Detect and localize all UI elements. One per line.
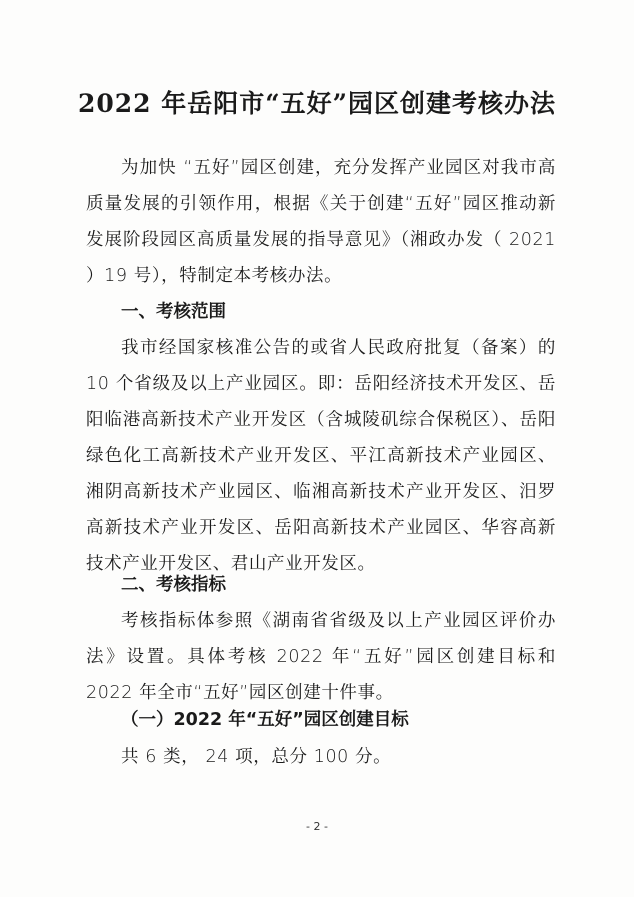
- subsection-heading-goals: （一）2022 年“五好”园区创建目标: [121, 710, 409, 730]
- document-title: 2022 年岳阳市“五好”园区创建考核办法: [77, 89, 557, 118]
- section-heading-indicators: 二、考核指标: [121, 575, 226, 595]
- goals-paragraph: 共 6 类， 24 项，总分 100 分。: [121, 747, 392, 767]
- section-heading-scope: 一、考核范围: [121, 302, 226, 322]
- page-number: - 2 -: [306, 820, 328, 833]
- indicators-paragraph: 考核指标体参照《湖南省省级及以上产业园区评价办法》设置。具体考核 2022 年“五好”园区创建目标和 2022 年全市“五好”园区创建十件事。: [86, 611, 556, 703]
- intro-paragraph: 为加快 “五好”园区创建，充分发挥产业园区对我市高质量发展的引领作用，根据《关于创建“五好”园区推动新发展阶段园区高质量发展的指导意见》（湘政办发（ 2021 ）19 号），特制定本考核办法。: [86, 158, 556, 286]
- scope-paragraph: 我市经国家核准公告的或省人民政府批复（备案）的 10 个省级及以上产业园区。即：岳阳经济技术开发区、岳阳临港高新技术产业开发区（含城陵矶综合保税区）、岳阳绿色化工高新技术产业开发区、平江高新技术产业园区、湘阴高新技术产业园区、临湘高新技术产业开发区、汨罗高新技术产业开发区、岳阳高新技术产业园区、华容高新技术产业开发区、君山产业开发区。: [86, 338, 556, 574]
